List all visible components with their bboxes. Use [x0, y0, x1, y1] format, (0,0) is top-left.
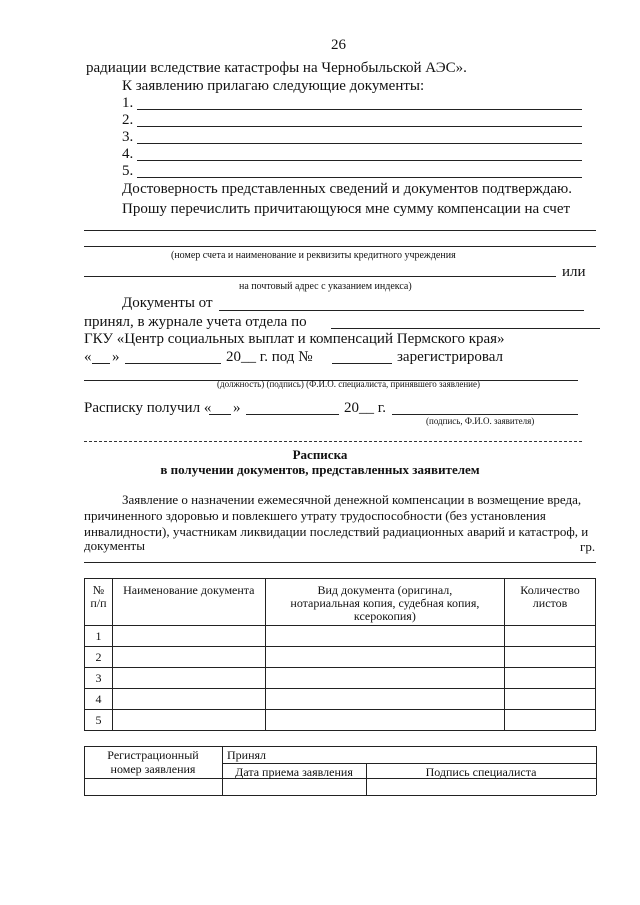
receipt-got-label: Расписку получил « — [84, 400, 212, 416]
doc-kind-cell[interactable] — [265, 689, 504, 710]
reg-number-label-1: Регистрационный — [107, 748, 199, 762]
attach-item-3: 3. — [122, 129, 134, 145]
receipt-para-3: инвалидности), участникам ликвидации последствий радиационных аварий и катастроф, и — [84, 524, 589, 539]
receipt-para-4-end: гр. — [580, 539, 596, 554]
attach-item-4: 4. — [122, 146, 134, 162]
radiation-line: радиации вследствие катастрофы на Чернобыльской АЭС». — [86, 60, 467, 76]
docs-from-label: Документы от — [122, 295, 213, 311]
reg-number-line[interactable] — [332, 363, 392, 364]
doc-qty-cell[interactable] — [505, 689, 596, 710]
reg-table-bottom — [84, 795, 596, 796]
doc-qty-cell[interactable] — [505, 668, 596, 689]
reg-table-top — [84, 746, 596, 747]
reg-year-label: 20__ г. под № — [226, 349, 313, 365]
receipt-para-4: документы — [84, 538, 145, 553]
transfer-text: Прошу перечислить причитающуюся мне сумму компенсации на счет — [122, 201, 571, 217]
doc-kind-cell[interactable] — [265, 668, 504, 689]
applicant-name-line[interactable] — [84, 562, 596, 563]
accepted-label: Принял — [227, 748, 267, 762]
official-caption: (должность) (подпись) (Ф.И.О. специалиста, принявшего заявление) — [217, 379, 480, 389]
col-name-header — [112, 579, 265, 626]
attach-intro: К заявлению прилагаю следующие документы: — [122, 78, 425, 94]
cut-line — [84, 441, 582, 442]
receipt-subtitle: в получении документов, представленных заявителем — [160, 462, 480, 477]
account-line-1[interactable] — [84, 230, 596, 231]
row-number: 2 — [85, 647, 113, 668]
doc-qty-cell[interactable] — [505, 647, 596, 668]
account-line-2[interactable] — [84, 246, 596, 247]
doc-qty-cell[interactable] — [505, 626, 596, 647]
doc-kind-cell[interactable] — [265, 710, 504, 731]
doc-kind-cell[interactable] — [265, 647, 504, 668]
receipt-title: Расписка — [292, 447, 348, 462]
col-kind-label-1: Вид документа (оригинал, — [317, 583, 453, 597]
col-number-label-1: № — [92, 583, 105, 597]
postal-caption: на почтовый адрес с указанием индекса) — [239, 281, 412, 292]
reg-number-label-2: номер заявления — [110, 762, 196, 776]
date-label: Дата приема заявления — [235, 765, 353, 779]
doc-qty-cell[interactable] — [505, 710, 596, 731]
col-qty-label-1: Количество — [520, 583, 580, 597]
receipt-year-label: 20__ г. — [344, 400, 386, 416]
registered-label: зарегистрировал — [397, 349, 504, 365]
attach-item-5: 5. — [122, 163, 134, 179]
attach-line-1[interactable] — [137, 109, 582, 110]
table-row — [85, 689, 596, 710]
table-row — [85, 647, 596, 668]
doc-name-cell[interactable] — [112, 710, 265, 731]
col-kind-label-3: ксерокопия) — [353, 609, 416, 623]
col-number-header — [85, 579, 113, 626]
reg-month-line[interactable] — [125, 363, 221, 364]
attach-line-2[interactable] — [137, 126, 582, 127]
row-number: 1 — [85, 626, 113, 647]
col-kind-header — [265, 579, 504, 626]
specialist-sign-cell[interactable] — [368, 780, 594, 793]
page-number: 26 — [331, 37, 346, 53]
col-number-label-2: п/п — [90, 596, 107, 610]
col-qty-label-2: листов — [532, 596, 568, 610]
col-kind-label-2: нотариальная копия, судебная копия, — [290, 596, 480, 610]
or-text: или — [562, 264, 586, 280]
attach-item-2: 2. — [122, 112, 134, 128]
account-caption: (номер счета и наименование и реквизиты кредитного учреждения — [171, 250, 456, 261]
doc-name-cell[interactable] — [112, 626, 265, 647]
receipt-month-line[interactable] — [246, 414, 339, 415]
row-number: 5 — [85, 710, 113, 731]
documents-table-header — [85, 579, 596, 626]
reg-number-cell[interactable] — [86, 780, 220, 793]
confirm-text: Достоверность представленных сведений и документов подтверждаю. — [122, 181, 572, 197]
sign-label: Подпись специалиста — [425, 765, 537, 779]
table-row — [85, 626, 596, 647]
docs-from-line[interactable] — [219, 310, 584, 311]
receipt-para-2: причиненного здоровью и повлекшего утрату трудоспособности (без установления — [84, 508, 546, 523]
postal-line[interactable] — [84, 276, 556, 277]
table-row — [85, 710, 596, 731]
receipt-day-line[interactable] — [209, 414, 231, 415]
receipt-close: » — [233, 400, 241, 416]
table-row — [85, 668, 596, 689]
journal-line[interactable] — [331, 328, 600, 329]
attach-line-3[interactable] — [137, 143, 582, 144]
reg-number-header — [84, 748, 222, 776]
receipt-para-1: Заявление о назначении ежемесячной денежной компенсации в возмещение вреда, — [122, 492, 582, 507]
applicant-sign-line[interactable] — [392, 414, 578, 415]
accepted-journal-label: принял, в журнале учета отдела по — [84, 314, 307, 330]
col-name-label: Наименование документа — [123, 583, 255, 597]
row-number: 4 — [85, 689, 113, 710]
gku-name: ГКУ «Центр социальных выплат и компенсаций Пермского края» — [84, 331, 505, 347]
doc-name-cell[interactable] — [112, 647, 265, 668]
attach-item-1: 1. — [122, 95, 134, 111]
applicant-caption: (подпись, Ф.И.О. заявителя) — [426, 416, 535, 426]
row-number: 3 — [85, 668, 113, 689]
reg-table-right — [596, 746, 597, 795]
acceptance-date-cell[interactable] — [224, 780, 364, 793]
doc-kind-cell[interactable] — [265, 626, 504, 647]
documents-table — [84, 578, 596, 731]
reg-day-line[interactable] — [92, 363, 110, 364]
col-qty-header — [505, 579, 596, 626]
attach-line-4[interactable] — [137, 160, 582, 161]
reg-table-mid — [222, 763, 596, 764]
doc-name-cell[interactable] — [112, 689, 265, 710]
attach-line-5[interactable] — [137, 177, 582, 178]
doc-name-cell[interactable] — [112, 668, 265, 689]
reg-date-open: « — [84, 349, 92, 365]
reg-date-close: » — [112, 349, 120, 365]
